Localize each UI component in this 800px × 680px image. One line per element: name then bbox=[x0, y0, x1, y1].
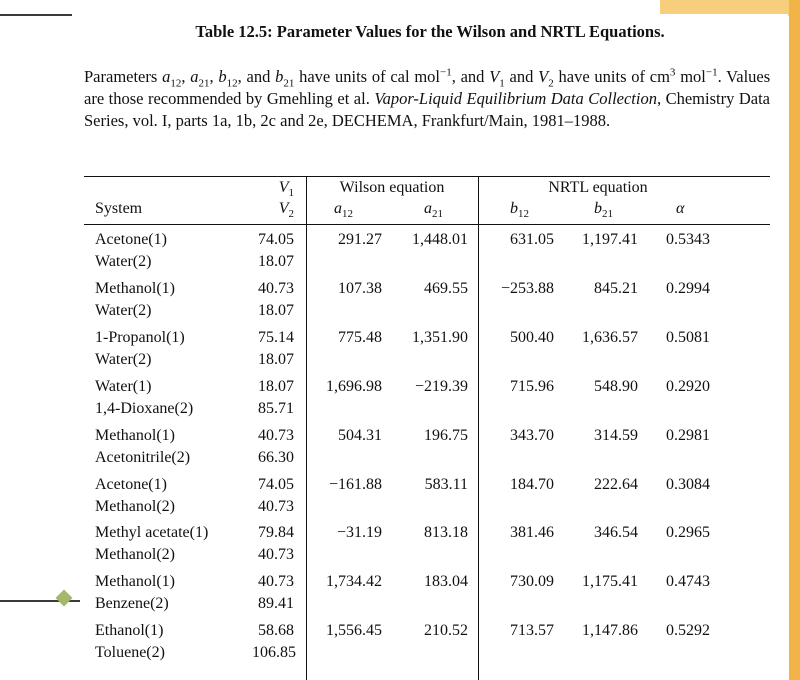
a12-value: 1,696.98 bbox=[326, 377, 382, 395]
v2-value: 85.71 bbox=[258, 399, 294, 417]
b21-value: 314.59 bbox=[594, 426, 638, 444]
table-description: Parameters $a_{12}$, $a_{21}$, $b_{12}$, and $b_{21}$ have units of cal mol$^{-1}$, and $V_1$ and $V_2$ have units of $cm^3$ mol$^{-1}$. Values are those recommended by Gmehling et al. Vapor-Liquid Equilibrium Data Collection, Chemistry Data Series, vol. I, parts 1a, 1b, 2c and 2e, DECHEMA, Frankfurt/Main, 1981–1988. bbox=[84, 66, 771, 130]
system-name-2: Toluene(2) bbox=[95, 644, 165, 662]
header-a12: $a_{12}$ bbox=[334, 200, 353, 221]
system-name-1: Methanol(1) bbox=[95, 426, 175, 444]
v1-value: 40.73 bbox=[258, 426, 294, 444]
alpha-value: 0.3084 bbox=[666, 475, 710, 493]
right-accent-bar bbox=[789, 0, 800, 680]
alpha-value: 0.2965 bbox=[666, 524, 710, 542]
v1-value: 18.07 bbox=[258, 377, 294, 395]
system-name-1: Ethanol(1) bbox=[95, 622, 164, 640]
header-v1: $V_1$ bbox=[278, 179, 294, 200]
header-a21: $a_{21}$ bbox=[424, 200, 443, 221]
a21-value: 469.55 bbox=[424, 279, 468, 297]
b12-value: 713.57 bbox=[510, 622, 554, 640]
header-alpha: α bbox=[676, 200, 685, 217]
system-name-2: Acetonitrile(2) bbox=[95, 448, 191, 466]
b21-value: 222.64 bbox=[594, 475, 638, 493]
b12-value: 715.96 bbox=[510, 377, 554, 395]
a21-value: 196.75 bbox=[424, 426, 468, 444]
system-name-2: Water(2) bbox=[95, 301, 152, 319]
v2-value: 40.73 bbox=[258, 497, 294, 515]
a12-value: −161.88 bbox=[328, 475, 382, 493]
header-wilson: Wilson equation bbox=[339, 179, 445, 196]
a21-value: −219.39 bbox=[414, 377, 468, 395]
alpha-value: 0.5343 bbox=[666, 231, 710, 248]
system-name-1: Methanol(1) bbox=[95, 573, 175, 591]
table-title: Table 12.5: Parameter Values for the Wilson and NRTL Equations. bbox=[195, 22, 665, 41]
a12-value: −31.19 bbox=[336, 524, 382, 542]
header-system: System bbox=[95, 200, 143, 217]
a12-value: 1,734.42 bbox=[326, 573, 382, 591]
system-name-2: Methanol(2) bbox=[95, 497, 175, 515]
a12-value: 775.48 bbox=[338, 328, 382, 346]
a21-value: 210.52 bbox=[424, 622, 468, 640]
alpha-value: 0.4743 bbox=[666, 573, 710, 591]
system-name-1: Water(1) bbox=[95, 377, 152, 395]
v2-value: 18.07 bbox=[258, 253, 294, 270]
header-v2: $V_2$ bbox=[278, 200, 294, 221]
v2-value: 106.85 bbox=[252, 644, 296, 662]
v1-value: 79.84 bbox=[258, 524, 294, 542]
v1-value: 75.14 bbox=[258, 328, 294, 346]
v1-value: 58.68 bbox=[258, 622, 294, 640]
b21-value: 1,147.86 bbox=[582, 622, 638, 640]
system-name-2: Water(2) bbox=[95, 350, 152, 368]
b21-value: 1,197.41 bbox=[582, 231, 638, 248]
a12-value: 291.27 bbox=[338, 231, 382, 248]
b21-value: 1,175.41 bbox=[582, 573, 638, 591]
v2-value: 18.07 bbox=[258, 301, 294, 319]
column-divider-nrtl bbox=[478, 176, 479, 680]
system-name-1: Methanol(1) bbox=[95, 279, 175, 297]
column-divider-wilson bbox=[306, 176, 307, 680]
alpha-value: 0.2981 bbox=[666, 426, 710, 444]
b21-value: 346.54 bbox=[594, 524, 638, 542]
v2-value: 40.73 bbox=[258, 546, 294, 564]
b12-value: 381.46 bbox=[510, 524, 554, 542]
b21-value: 845.21 bbox=[594, 279, 638, 297]
system-name-1: Acetone(1) bbox=[95, 475, 167, 493]
a21-value: 183.04 bbox=[424, 573, 468, 591]
a21-value: 583.11 bbox=[424, 475, 468, 493]
top-accent-line bbox=[0, 14, 80, 16]
a12-value: 1,556.45 bbox=[326, 622, 382, 640]
table-header-rule bbox=[84, 224, 770, 225]
a12-value: 504.31 bbox=[338, 426, 382, 444]
b12-value: 631.05 bbox=[510, 231, 554, 248]
b21-value: 548.90 bbox=[594, 377, 638, 395]
b12-value: −253.88 bbox=[500, 279, 554, 297]
table-top-rule bbox=[84, 176, 770, 177]
v1-value: 74.05 bbox=[258, 475, 294, 493]
system-name-2: Benzene(2) bbox=[95, 595, 169, 613]
v2-value: 89.41 bbox=[258, 595, 294, 613]
v1-value: 74.05 bbox=[258, 231, 294, 248]
v2-value: 18.07 bbox=[258, 350, 294, 368]
b12-value: 500.40 bbox=[510, 328, 554, 346]
header-b21: $b_{21}$ bbox=[594, 200, 613, 221]
system-name-2: 1,4-Dioxane(2) bbox=[95, 399, 194, 417]
alpha-value: 0.5081 bbox=[666, 328, 710, 346]
document-page bbox=[72, 14, 788, 680]
v1-value: 40.73 bbox=[258, 573, 294, 591]
a21-value: 1,448.01 bbox=[412, 231, 468, 248]
b21-value: 1,636.57 bbox=[582, 328, 638, 346]
alpha-value: 0.2920 bbox=[666, 377, 710, 395]
alpha-value: 0.2994 bbox=[666, 279, 710, 297]
system-name-1: Methyl acetate(1) bbox=[95, 524, 209, 542]
decorative-diamond-icon bbox=[56, 590, 73, 607]
header-nrtl: NRTL equation bbox=[548, 179, 648, 196]
system-name-2: Water(2) bbox=[95, 253, 152, 270]
a12-value: 107.38 bbox=[338, 279, 382, 297]
a21-value: 1,351.90 bbox=[412, 328, 468, 346]
system-name-1: 1-Propanol(1) bbox=[95, 328, 185, 346]
system-name-2: Methanol(2) bbox=[95, 546, 175, 564]
system-name-1: Acetone(1) bbox=[95, 231, 167, 248]
a21-value: 813.18 bbox=[424, 524, 468, 542]
b12-value: 184.70 bbox=[510, 475, 554, 493]
b12-value: 343.70 bbox=[510, 426, 554, 444]
v2-value: 66.30 bbox=[258, 448, 294, 466]
alpha-value: 0.5292 bbox=[666, 622, 710, 640]
header-b12: $b_{12}$ bbox=[510, 200, 529, 221]
b12-value: 730.09 bbox=[510, 573, 554, 591]
v1-value: 40.73 bbox=[258, 279, 294, 297]
